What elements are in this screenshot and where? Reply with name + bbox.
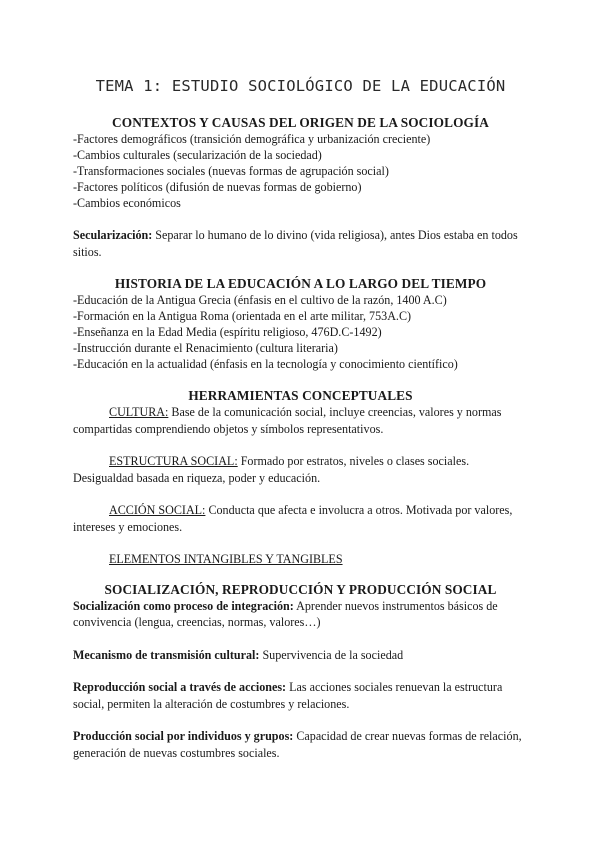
heading-herramientas: HERRAMIENTAS CONCEPTUALES (188, 388, 413, 403)
definition-secularizacion (73, 227, 528, 260)
paragraph-text: Las acciones sociales renuevan la estructura social, permiten la alteración de costumbres y relaciones. (73, 680, 503, 711)
list-item: -Instrucción durante el Renacimiento (cultura literaria) (73, 341, 338, 355)
heading-contextos: CONTEXTOS Y CAUSAS DEL ORIGEN DE LA SOCIOLOGÍA (112, 115, 489, 130)
concept-text: Conducta que afecta e involucra a otros. Motivada por valores, intereses y emociones. (73, 503, 513, 534)
paragraph-produccion (73, 728, 528, 761)
concept-accion (73, 502, 528, 535)
definition-text: Separar lo humano de lo divino (vida religiosa), antes Dios estaba en todos sitios. (73, 228, 518, 259)
list-item: -Enseñanza en la Edad Media (espíritu religioso, 476D.C-1492) (73, 325, 382, 339)
paragraph-term: Mecanismo de transmisión cultural: (73, 647, 260, 662)
paragraph-socializacion (73, 598, 528, 631)
concept-term: ELEMENTOS INTANGIBLES Y TANGIBLES (109, 552, 343, 566)
paragraph-term: Producción social por individuos y grupos: (73, 729, 294, 743)
definition-term: Secularización: (73, 228, 153, 242)
list-historia (73, 292, 528, 372)
list-item: -Formación en la Antigua Roma (orientada en el arte militar, 753A.C) (73, 309, 412, 323)
paragraph-text: Capacidad de crear nuevas formas de relación, generación de nuevas costumbres sociales. (73, 729, 522, 760)
list-item: -Educación en la actualidad (énfasis en la tecnología y conocimiento científico) (73, 357, 458, 371)
paragraph-term: Reproducción social a través de acciones: (73, 680, 287, 694)
paragraph-mecanismo (73, 647, 528, 664)
concept-text: Formado por estratos, niveles o clases sociales. Desigualdad basada en riqueza, poder y educación. (73, 454, 470, 485)
document-title: TEMA 1: ESTUDIO SOCIOLÓGICO DE LA EDUCACIÓN (95, 77, 506, 95)
paragraph-text: Aprender nuevos instrumentos básicos de convivencia (lengua, creencias, normas, valores…) (73, 598, 498, 629)
list-item: -Factores políticos (difusión de nuevas formas de gobierno) (73, 180, 362, 194)
list-item: -Educación de la Antigua Grecia (énfasis en el cultivo de la razón, 1400 A.C) (73, 293, 447, 307)
paragraph-reproduccion (73, 679, 528, 712)
list-item: -Cambios culturales (secularización de la sociedad) (73, 148, 322, 162)
concept-text: Base de la comunicación social, incluye creencias, valores y normas compartidas comprendiendo objetos y símbolos representativos. (73, 405, 502, 436)
paragraph-text: Supervivencia de la sociedad (259, 647, 404, 662)
concept-term: ACCIÓN SOCIAL: (109, 503, 206, 517)
heading-historia: HISTORIA DE LA EDUCACIÓN A LO LARGO DEL TIEMPO (114, 276, 487, 291)
concept-term: ESTRUCTURA SOCIAL: (109, 454, 238, 468)
paragraph-term: Socialización como proceso de integración: (73, 598, 294, 613)
concept-elementos (73, 551, 528, 568)
concept-estructura (73, 453, 528, 486)
list-contextos (73, 131, 528, 211)
concept-cultura (73, 404, 528, 437)
concept-term: CULTURA: (109, 405, 169, 419)
list-item: -Factores demográficos (transición demográfica y urbanización creciente) (73, 132, 431, 146)
heading-socializacion: SOCIALIZACIÓN, REPRODUCCIÓN Y PRODUCCIÓN SOCIAL (104, 581, 497, 597)
list-item: -Transformaciones sociales (nuevas formas de agrupación social) (73, 164, 389, 178)
list-item: -Cambios económicos (73, 196, 181, 210)
